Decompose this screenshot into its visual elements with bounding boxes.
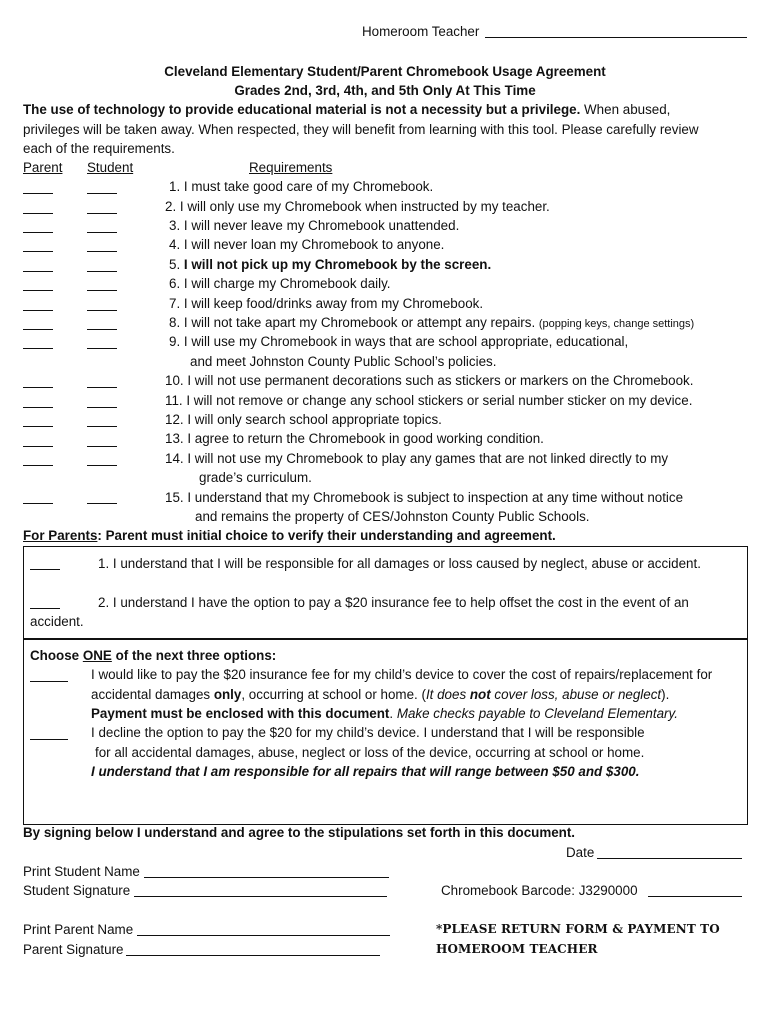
requirements-column-header: Requirements xyxy=(249,160,333,175)
chromebook-barcode-field[interactable] xyxy=(648,896,742,897)
student-initial-blank[interactable] xyxy=(87,310,117,311)
parent-initial-blank[interactable] xyxy=(23,503,53,504)
intro-line-1: The use of technology to provide educational material is not a necessity but a privilege. When abused, xyxy=(23,102,671,117)
print-student-name-label: Print Student Name xyxy=(23,864,140,879)
requirement-15-continued: and remains the property of CES/Johnston County Public Schools. xyxy=(195,509,590,524)
document-title: Cleveland Elementary Student/Parent Chromebook Usage Agreement xyxy=(164,64,606,79)
parent-initial-blank[interactable] xyxy=(23,232,53,233)
parent-initial-blank[interactable] xyxy=(23,271,53,272)
signing-statement: By signing below I understand and agree to the stipulations set forth in this document. xyxy=(23,825,576,840)
option-1-line-2: accidental damages only, occurring at school or home. (It does not cover loss, abuse or neglect). xyxy=(91,687,670,702)
for-parents-heading: For Parents: Parent must initial choice to verify their understanding and agreement. xyxy=(23,528,556,543)
homeroom-teacher-field[interactable] xyxy=(485,37,747,38)
requirement-2: 2. I will only use my Chromebook when instructed by my teacher. xyxy=(165,199,550,214)
student-column-header: Student xyxy=(87,160,134,175)
print-parent-name-field[interactable] xyxy=(137,935,390,936)
option-2-line-3: I understand that I am responsible for all repairs that will range between $50 and $300. xyxy=(91,764,640,779)
return-note-line-2: HOMEROOM TEACHER xyxy=(436,942,598,956)
option-2-blank[interactable] xyxy=(30,739,68,740)
intro-line-2: privileges will be taken away. When respected, they will benefit from learning with this tool. Please carefully review xyxy=(23,122,699,137)
student-initial-blank[interactable] xyxy=(87,503,117,504)
date-label: Date xyxy=(566,845,595,860)
chromebook-barcode-label: Chromebook Barcode: J3290000 xyxy=(441,883,638,898)
student-initial-blank[interactable] xyxy=(87,465,117,466)
parent-initial-blank[interactable] xyxy=(23,446,53,447)
student-initial-blank[interactable] xyxy=(87,271,117,272)
parent-initial-blank[interactable] xyxy=(23,348,53,349)
parent-initial-blank[interactable] xyxy=(23,310,53,311)
option-1-line-1: I would like to pay the $20 insurance fee for my child’s device to cover the cost of repairs/replacement for xyxy=(91,667,713,682)
student-initial-blank[interactable] xyxy=(87,387,117,388)
parent-ack-2-blank[interactable] xyxy=(30,608,60,609)
option-2-line-1: I decline the option to pay the $20 for my child’s device. I understand that I will be responsible xyxy=(91,725,645,740)
requirement-5: 5. I will not pick up my Chromebook by the screen. xyxy=(169,257,492,272)
parent-initial-blank[interactable] xyxy=(23,329,53,330)
requirement-8: 8. I will not take apart my Chromebook or attempt any repairs. (popping keys, change settings) xyxy=(169,315,695,330)
date-field[interactable] xyxy=(597,858,742,859)
parent-signature-label: Parent Signature xyxy=(23,942,124,957)
option-2-line-2: for all accidental damages, abuse, neglect or loss of the device, occurring at school or home. xyxy=(95,745,645,760)
student-signature-field[interactable] xyxy=(134,896,387,897)
return-note-line-1: *PLEASE RETURN FORM & PAYMENT TO xyxy=(436,922,720,936)
parent-initial-blank[interactable] xyxy=(23,387,53,388)
parent-initial-blank[interactable] xyxy=(23,290,53,291)
parent-initial-blank[interactable] xyxy=(23,407,53,408)
parent-ack-1: 1. I understand that I will be responsible for all damages or loss caused by neglect, abuse or accident. xyxy=(98,556,701,571)
parent-ack-1-blank[interactable] xyxy=(30,569,60,570)
student-initial-blank[interactable] xyxy=(87,446,117,447)
student-initial-blank[interactable] xyxy=(87,329,117,330)
parent-column-header: Parent xyxy=(23,160,63,175)
parent-ack-2: 2. I understand I have the option to pay a $20 insurance fee to help offset the cost in the event of an xyxy=(98,595,689,610)
parent-ack-2-continued: accident. xyxy=(30,614,84,629)
student-initial-blank[interactable] xyxy=(87,290,117,291)
requirement-6: 6. I will charge my Chromebook daily. xyxy=(169,276,391,291)
requirement-10: 10. I will not use permanent decorations such as stickers or markers on the Chromebook. xyxy=(165,373,694,388)
print-student-name-field[interactable] xyxy=(144,877,389,878)
requirement-9: 9. I will use my Chromebook in ways that are school appropriate, educational, xyxy=(169,334,629,349)
requirement-14: 14. I will not use my Chromebook to play any games that are not linked directly to my xyxy=(165,451,669,466)
student-initial-blank[interactable] xyxy=(87,426,117,427)
option-1-blank[interactable] xyxy=(30,681,68,682)
requirement-9-continued: and meet Johnston County Public School’s policies. xyxy=(190,354,497,369)
student-initial-blank[interactable] xyxy=(87,213,117,214)
student-initial-blank[interactable] xyxy=(87,407,117,408)
student-initial-blank[interactable] xyxy=(87,348,117,349)
requirement-3: 3. I will never leave my Chromebook unattended. xyxy=(169,218,460,233)
requirement-1: 1. I must take good care of my Chromebook. xyxy=(169,179,434,194)
requirement-4: 4. I will never loan my Chromebook to anyone. xyxy=(169,237,445,252)
parent-initial-blank[interactable] xyxy=(23,465,53,466)
parent-initial-blank[interactable] xyxy=(23,426,53,427)
choose-one-heading: Choose ONE of the next three options: xyxy=(30,648,277,663)
student-initial-blank[interactable] xyxy=(87,193,117,194)
homeroom-teacher-label: Homeroom Teacher xyxy=(362,24,480,39)
document-subtitle: Grades 2nd, 3rd, 4th, and 5th Only At This Time xyxy=(234,83,536,98)
parent-initial-blank[interactable] xyxy=(23,193,53,194)
intro-line-3: each of the requirements. xyxy=(23,141,175,156)
requirement-12: 12. I will only search school appropriate topics. xyxy=(165,412,442,427)
requirement-15: 15. I understand that my Chromebook is subject to inspection at any time without notice xyxy=(165,490,684,505)
parent-initial-blank[interactable] xyxy=(23,213,53,214)
requirement-13: 13. I agree to return the Chromebook in good working condition. xyxy=(165,431,544,446)
requirement-14-continued: grade’s curriculum. xyxy=(199,470,312,485)
parent-signature-field[interactable] xyxy=(126,955,380,956)
student-initial-blank[interactable] xyxy=(87,232,117,233)
requirement-11: 11. I will not remove or change any school stickers or serial number sticker on my device. xyxy=(165,393,693,408)
student-initial-blank[interactable] xyxy=(87,251,117,252)
parent-initial-blank[interactable] xyxy=(23,251,53,252)
requirement-7: 7. I will keep food/drinks away from my Chromebook. xyxy=(169,296,484,311)
option-1-line-3: Payment must be enclosed with this document. Make checks payable to Cleveland Elementary. xyxy=(91,706,678,721)
print-parent-name-label: Print Parent Name xyxy=(23,922,134,937)
student-signature-label: Student Signature xyxy=(23,883,131,898)
